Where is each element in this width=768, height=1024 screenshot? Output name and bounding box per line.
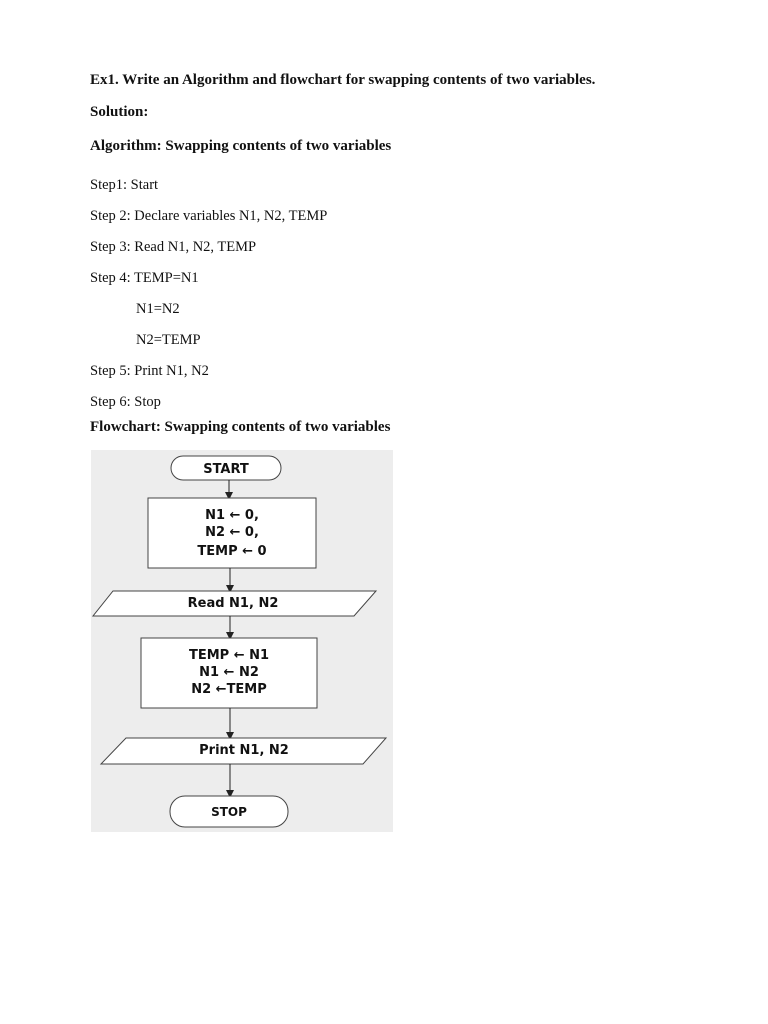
step-3: Step 3: Read N1, N2, TEMP	[90, 239, 257, 255]
step-1: Step1: Start	[90, 177, 159, 193]
swap-line-1: TEMP ← N1	[188, 648, 270, 663]
print-label: Print N1, N2	[199, 743, 289, 758]
flowchart	[91, 450, 393, 832]
init-line-2: N2 ← 0,	[205, 525, 259, 540]
step-4-line-3: N2=TEMP	[136, 332, 201, 348]
step-6: Step 6: Stop	[90, 394, 161, 410]
read-label: Read N1, N2	[187, 596, 279, 611]
step-5: Step 5: Print N1, N2	[90, 363, 209, 379]
swap-line-3: N2 ←TEMP	[191, 682, 267, 697]
algorithm-heading: Algorithm: Swapping contents of two variables	[90, 138, 392, 154]
init-line-1: N1 ← 0,	[205, 508, 259, 523]
init-line-3: TEMP ← 0	[197, 544, 267, 559]
step-4: Step 4: TEMP=N1	[90, 270, 199, 286]
step-2: Step 2: Declare variables N1, N2, TEMP	[90, 208, 328, 224]
solution-label: Solution:	[90, 104, 149, 120]
exercise-title: Ex1. Write an Algorithm and flowchart for swapping contents of two variables.	[90, 72, 596, 88]
swap-line-2: N1 ← N2	[199, 665, 259, 680]
flowchart-heading: Flowchart: Swapping contents of two variables	[90, 419, 391, 435]
flowchart-svg	[91, 450, 393, 832]
stop-label: STOP	[211, 805, 247, 819]
start-label: START	[203, 462, 249, 477]
step-4-line-2: N1=N2	[136, 301, 180, 317]
